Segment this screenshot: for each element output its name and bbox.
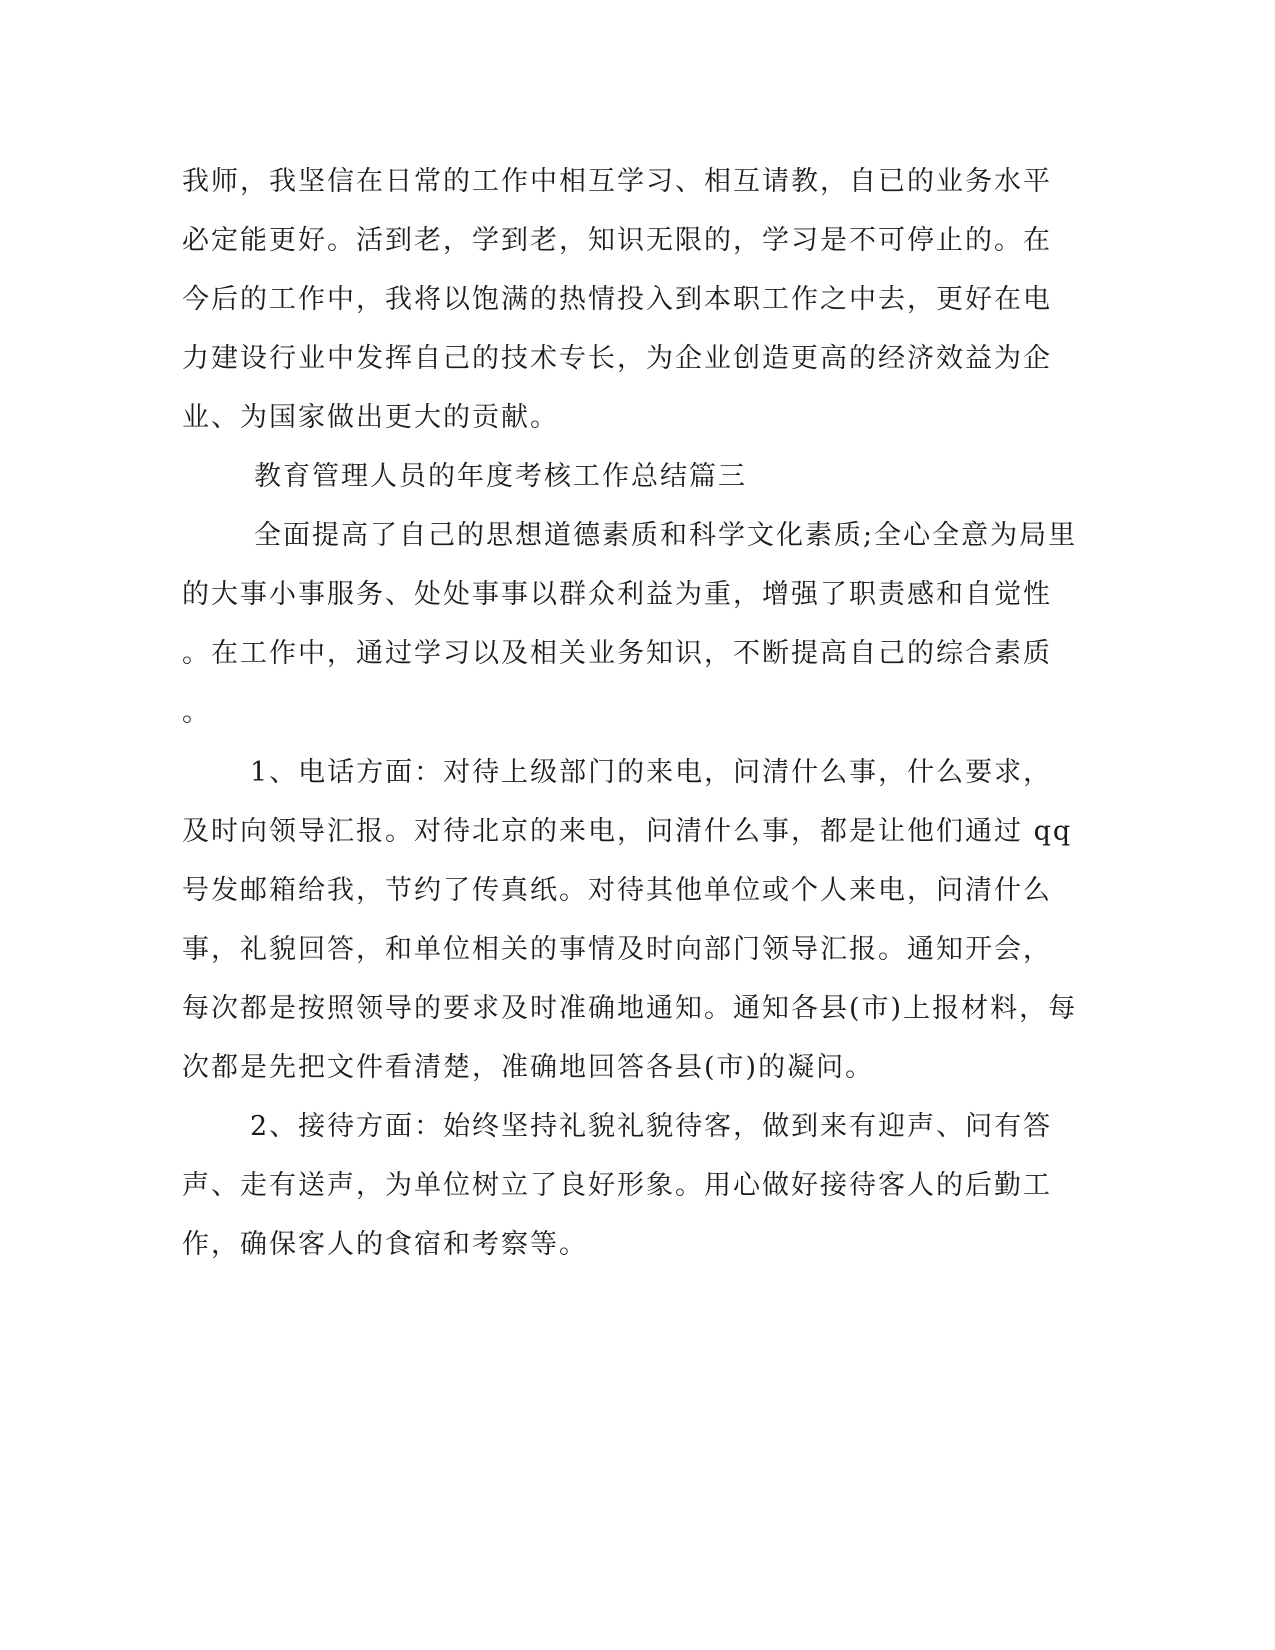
text-line: 必定能更好。活到老，学到老，知识无限的，学习是不可停止的。在 [182,225,1052,256]
text-line: 2、接待方面：始终坚持礼貌礼貌待客，做到来有迎声、问有答 [250,1111,1053,1142]
text-line: 业、为国家做出更大的贡献。 [182,402,559,433]
text-line: 今后的工作中，我将以饱满的热情投入到本职工作之中去，更好在电 [182,284,1052,315]
text-line: 1、电话方面：对待上级部门的来电，问清什么事，什么要求， [250,757,1053,788]
text-line: 事，礼貌回答，和单位相关的事情及时向部门领导汇报。通知开会， [182,934,1052,965]
text-line: 我师，我坚信在日常的工作中相互学习、相互请教，自已的业务水平 [182,166,1052,197]
text-line: 号发邮箱给我，节约了传真纸。对待其他单位或个人来电，问清什么 [182,875,1052,906]
text-line: 作，确保客人的食宿和考察等。 [182,1229,588,1260]
text-line: 声、走有送声，为单位树立了良好形象。用心做好接待客人的后勤工 [182,1170,1052,1201]
text-line: 。 [182,697,211,728]
text-line: 次都是先把文件看清楚，准确地回答各县(市)的凝问。 [182,1052,875,1083]
text-line: 的大事小事服务、处处事事以群众利益为重，增强了职责感和自觉性 [182,579,1052,610]
text-line: 全面提高了自己的思想道德素质和科学文化素质;全心全意为局里 [254,520,1078,551]
text-line: 。在工作中，通过学习以及相关业务知识，不断提高自己的综合素质 [182,638,1052,669]
text-line: 力建设行业中发挥自己的技术专长，为企业创造更高的经济效益为企 [182,343,1052,374]
section-heading: 教育管理人员的年度考核工作总结篇三 [254,461,747,492]
text-line: 每次都是按照领导的要求及时准确地通知。通知各县(市)上报材料，每 [182,993,1078,1024]
text-line: 及时向领导汇报。对待北京的来电，问清什么事，都是让他们通过 qq [182,816,1073,847]
